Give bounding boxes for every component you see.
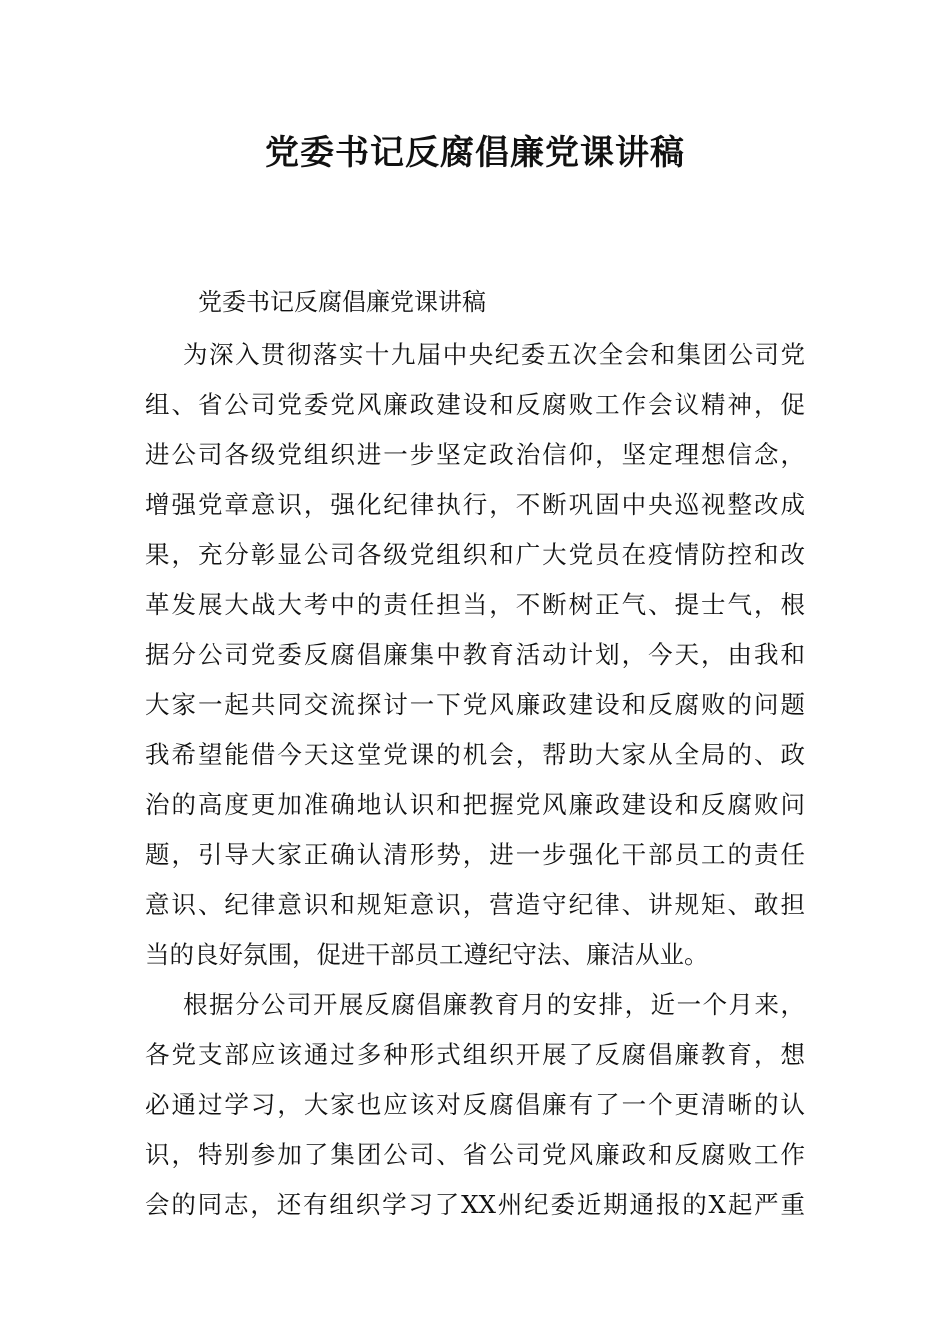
text-line: 必通过学习，大家也应该对反腐倡廉有了一个更清晰的认 [145, 1090, 805, 1119]
paragraph-2 [145, 980, 805, 1230]
document-subtitle: 党委书记反腐倡廉党课讲稿 [198, 288, 486, 316]
text-line: 我希望能借今天这堂党课的机会，帮助大家从全局的、政 [145, 740, 805, 769]
text-line: 根据分公司开展反腐倡廉教育月的安排，近一个月来， [183, 990, 805, 1019]
text-line: 治的高度更加准确地认识和把握党风廉政建设和反腐败问 [145, 790, 805, 819]
text-line: 进公司各级党组织进一步坚定政治信仰，坚定理想信念， [145, 440, 805, 469]
text-line: 当的良好氛围，促进干部员工遵纪守法、廉洁从业。 [145, 940, 709, 969]
text-line: 组、省公司党委党风廉政建设和反腐败工作会议精神，促 [145, 390, 805, 419]
text-line: 增强党章意识，强化纪律执行，不断巩固中央巡视整改成 [145, 490, 805, 519]
text-line: 各党支部应该通过多种形式组织开展了反腐倡廉教育，想 [145, 1040, 805, 1069]
text-line: 识，特别参加了集团公司、省公司党风廉政和反腐败工作 [145, 1140, 805, 1169]
document-title: 党委书记反腐倡廉党课讲稿 [265, 133, 685, 173]
paragraph-1 [145, 330, 805, 980]
text-line: 意识、纪律意识和规矩意识，营造守纪律、讲规矩、敢担 [145, 890, 805, 919]
document-body [145, 330, 805, 1230]
text-line: 大家一起共同交流探讨一下党风廉政建设和反腐败的问题 [145, 690, 805, 719]
text-line: 据分公司党委反腐倡廉集中教育活动计划，今天，由我和 [145, 640, 805, 669]
text-line: 果，充分彰显公司各级党组织和广大党员在疫情防控和改 [145, 540, 805, 569]
text-line: 为深入贯彻落实十九届中央纪委五次全会和集团公司党 [183, 340, 805, 369]
text-line: 会的同志，还有组织学习了XX州纪委近期通报的X起严重 [145, 1190, 805, 1219]
text-line: 题，引导大家正确认清形势，进一步强化干部员工的责任 [145, 840, 805, 869]
text-line: 革发展大战大考中的责任担当，不断树正气、提士气，根 [145, 590, 805, 619]
